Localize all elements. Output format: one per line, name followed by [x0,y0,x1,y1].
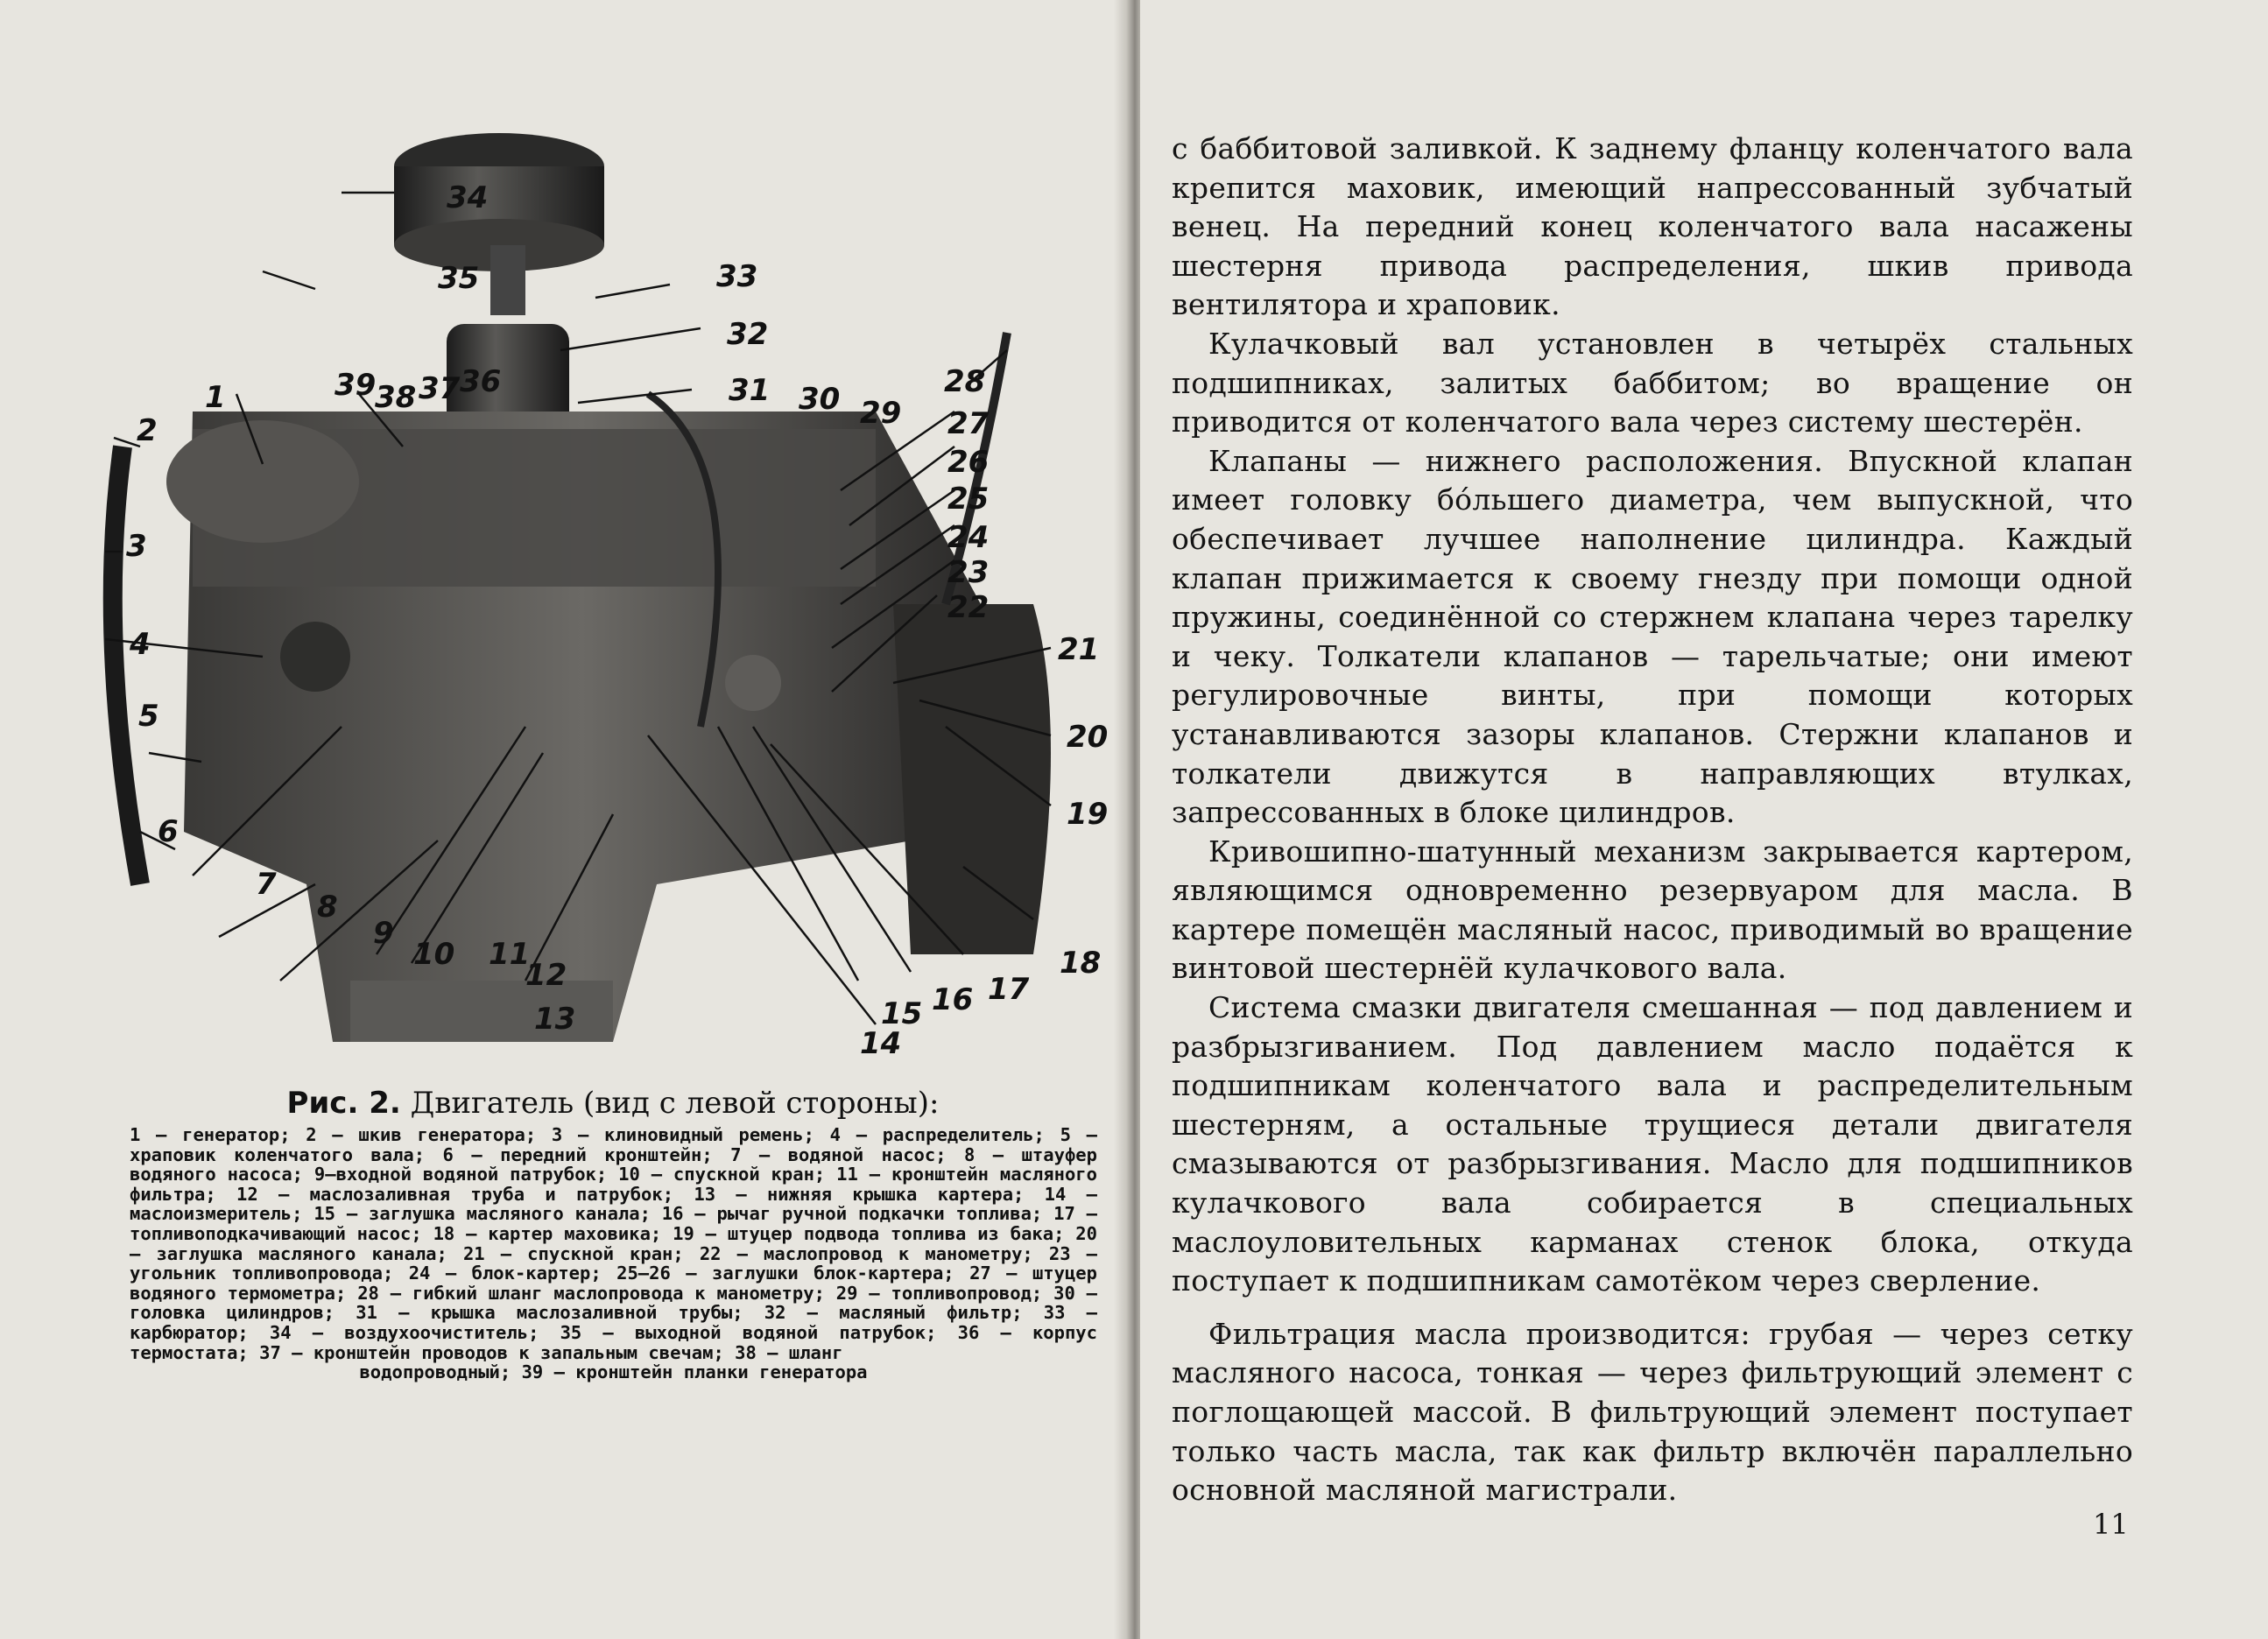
paragraph: Клапаны — нижнего расположения. Впускной клапан имеет головку бо́льшего диаметра, чем выпускной, что обеспечивает лучшее наполнение цилиндра. Каждый клапан прижимается к своему гнезду при помощи одной пружины, соединённой со стержнем клапана через тарелку и чеку. Толкатели клапанов — тарельчатые; они имеют регулировочные винты, при помощи которых устанавливаются зазоры клапанов. Стержни клапанов и толкатели движутся в направляющих втулках, запрессованных в блоке цилиндров. [1172,443,2133,830]
callout-3: 3 [126,529,147,564]
callout-38: 38 [375,380,417,415]
callout-6: 6 [158,814,179,849]
legend-last-line: водопроводный; 39 — кронштейн планки генератора [359,1361,868,1383]
paragraph: Фильтрация масла производится: грубая — через сетку масляного насоса, тонкая — через фильтрующий элемент с поглощающей массой. В фильтрующий элемент поступает только часть масла, так как фильтр включён параллельно основной масляной магистрали. [1172,1316,2133,1508]
callout-17: 17 [988,972,1030,1007]
callout-35: 35 [438,261,480,296]
paragraph: Кулачковый вал установлен в четырёх стальных подшипниках, залитых баббитом; во вращение он приводится от коленчатого вала через систему шестерён. [1172,326,2133,440]
callout-7: 7 [256,867,277,902]
paragraph: Система смазки двигателя смешанная — под давлением и разбрызгиванием. Под давлением масло подаётся к подшипникам коленчатого вала и распределительным шестерням, а остальные трущиеся детали двигателя смазываются от разбрызгивания. Масло для подшипников кулачкового вала собирается в специальных маслоуловительных карманах стенок блока, откуда поступает к подшипникам самотёком через сверление. [1172,990,2133,1298]
page-number: 11 [2093,1508,2129,1541]
callout-1: 1 [205,380,226,415]
callout-11: 11 [489,937,531,972]
callout-20: 20 [1067,720,1109,755]
paragraph: Кривошипно-шатунный механизм закрывается картером, являющимся одновременно резервуаром для масла. В картере помещён масляный насос, приводимый во вращение винтовой шестернёй кулачкового вала. [1172,834,2133,986]
callout-21: 21 [1058,632,1100,667]
callout-22: 22 [947,590,990,625]
callout-24: 24 [947,520,990,555]
callout-13: 13 [534,1002,576,1037]
callout-4: 4 [130,627,151,662]
callout-30: 30 [799,382,841,417]
callout-37: 37 [419,371,461,406]
callout-2: 2 [137,413,158,448]
paragraph: с баббитовой заливкой. К заднему фланцу коленчатого вала крепится маховик, имеющий напрессованный зубчатый венец. На передний конец коленчатого вала насажены шестерня привода распределения, шкив привода вентилятора и храповик. [1172,131,2133,322]
figure-label: Рис. 2. [286,1086,401,1121]
callout-29: 29 [860,396,902,431]
callout-10: 10 [413,937,455,972]
callout-28: 28 [944,364,986,399]
callout-5: 5 [138,699,159,734]
figure-legend [130,1125,1097,1382]
engine-figure [88,114,1121,1059]
callout-19: 19 [1067,797,1109,832]
callout-34: 34 [447,180,489,215]
callout-15: 15 [881,996,923,1031]
left-page [0,0,1130,1639]
figure-caption [131,1086,1095,1121]
callout-31: 31 [729,373,771,408]
callout-39: 39 [335,368,377,403]
callout-23: 23 [947,555,990,590]
callout-9: 9 [373,916,394,951]
callout-18: 18 [1060,946,1102,981]
figure-title: Двигатель (вид с левой стороны): [410,1086,940,1121]
callout-14: 14 [860,1026,902,1061]
callout-36: 36 [460,364,502,399]
callout-27: 27 [947,406,990,441]
callout-16: 16 [932,982,974,1017]
callout-12: 12 [525,958,567,993]
callout-26: 26 [947,445,990,480]
body-text [1172,130,2133,1510]
legend-text: 1 — генератор; 2 — шкив генератора; 3 — клиновидный ремень; 4 — распределитель; 5 — храповик коленчатого вала; 6 — передний кронштейн; 7 — водяной насос; 8 — штауфер водяного насоса; 9—входной водяной патрубок; 10 — спускной кран; 11 — кронштейн масляного фильтра; 12 — маслозаливная труба и патрубок; 13 — нижняя крышка картера; 14 — маслоизмеритель; 15 — заглушка масляного канала; 16 — рычаг ручной подкачки топлива; 17 — топливоподкачивающий насос; 18 — картер маховика; 19 — штуцер подвода топлива из бака; 20 — заглушка масляного канала; 21 — спускной кран; 22 — маслопровод к манометру; 23 — угольник топливопровода; 24 — блок-картер; 25—26 — заглушки блок-картера; 27 — штуцер водяного термометра; 28 — гибкий шланг маслопровода к манометру; 29 — топливопровод; 30 — головка цилиндров; 31 — крышка маслозаливной трубы; 32 — масляный фильтр; 33 — карбюратор; 34 — воздухоочиститель; 35 — выходной водяной патрубок; 36 — корпус термостата; 37 — кронштейн проводов к запальным свечам; 38 — шланг [130,1124,1097,1363]
callout-32: 32 [727,317,769,352]
callout-8: 8 [317,890,338,925]
callout-33: 33 [716,259,758,294]
callout-25: 25 [947,482,990,517]
